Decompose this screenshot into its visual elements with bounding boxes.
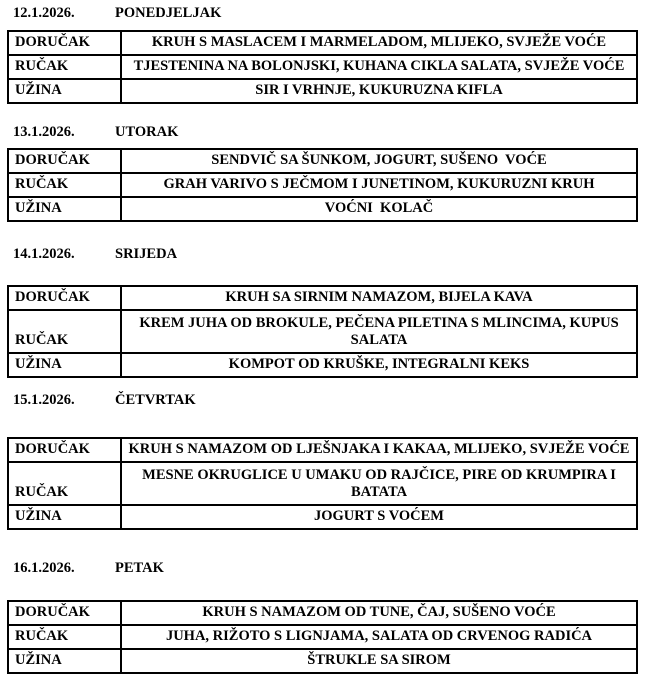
meal-value-cell: SENDVIČ SA ŠUNKOM, JOGURT, SUŠENO VOĆE bbox=[121, 149, 637, 173]
day-name: PETAK bbox=[115, 560, 164, 576]
meal-label-cell: DORUČAK bbox=[8, 601, 121, 625]
meal-row-snack bbox=[8, 79, 637, 103]
meal-row-snack bbox=[8, 197, 637, 221]
meal-row-lunch bbox=[8, 462, 637, 505]
meal-value-cell: GRAH VARIVO S JEČMOM I JUNETINOM, KUKURUZNI KRUH bbox=[121, 173, 637, 197]
day-date: 16.1.2026. bbox=[13, 560, 75, 576]
menu-table bbox=[7, 148, 638, 222]
meal-value-cell: SIR I VRHNJE, KUKURUZNA KIFLA bbox=[121, 79, 637, 103]
meal-value-cell: KREM JUHA OD BROKULE, PEČENA PILETINA S MLINCIMA, KUPUS SALATA bbox=[121, 310, 637, 353]
meal-label-cell: RUČAK bbox=[8, 625, 121, 649]
day-heading bbox=[7, 247, 638, 262]
meal-row-breakfast bbox=[8, 601, 637, 625]
menu-day-section-friday bbox=[7, 561, 638, 674]
meal-value-cell: ŠTRUKLE SA SIROM bbox=[121, 649, 637, 673]
day-name: PONEDJELJAK bbox=[115, 5, 222, 21]
day-heading bbox=[7, 561, 638, 576]
meal-row-breakfast bbox=[8, 438, 637, 462]
meal-value-cell: JUHA, RIŽOTO S LIGNJAMA, SALATA OD CRVENOG RADIĆA bbox=[121, 625, 637, 649]
day-date: 15.1.2026. bbox=[13, 392, 75, 408]
menu-day-section-monday bbox=[7, 6, 638, 104]
menu-table bbox=[7, 30, 638, 104]
meal-row-breakfast bbox=[8, 149, 637, 173]
meal-label-cell: DORUČAK bbox=[8, 438, 121, 462]
menu-day-section-thursday bbox=[7, 393, 638, 530]
meal-row-lunch bbox=[8, 310, 637, 353]
day-date: 14.1.2026. bbox=[13, 246, 75, 262]
menu-day-section-wednesday bbox=[7, 247, 638, 378]
day-name: ČETVRTAK bbox=[115, 392, 196, 408]
meal-label-cell: UŽINA bbox=[8, 353, 121, 377]
meal-label-cell: DORUČAK bbox=[8, 286, 121, 310]
meal-row-lunch bbox=[8, 55, 637, 79]
meal-label-cell: RUČAK bbox=[8, 55, 121, 79]
day-name: SRIJEDA bbox=[115, 246, 178, 262]
meal-label-cell: DORUČAK bbox=[8, 31, 121, 55]
meal-row-snack bbox=[8, 649, 637, 673]
meal-row-lunch bbox=[8, 173, 637, 197]
meal-label-cell: UŽINA bbox=[8, 505, 121, 529]
meal-row-snack bbox=[8, 353, 637, 377]
meal-value-cell: KRUH S NAMAZOM OD TUNE, ČAJ, SUŠENO VOĆE bbox=[121, 601, 637, 625]
meal-label-cell: RUČAK bbox=[8, 173, 121, 197]
meal-label-cell: UŽINA bbox=[8, 649, 121, 673]
day-heading bbox=[7, 6, 638, 21]
meal-label-cell: RUČAK bbox=[8, 462, 121, 505]
day-heading bbox=[7, 125, 638, 140]
meal-row-lunch bbox=[8, 625, 637, 649]
day-heading bbox=[7, 393, 638, 408]
meal-value-cell: TJESTENINA NA BOLONJSKI, KUHANA CIKLA SALATA, SVJEŽE VOĆE bbox=[121, 55, 637, 79]
meal-row-snack bbox=[8, 505, 637, 529]
day-name: UTORAK bbox=[115, 124, 179, 140]
meal-label-cell: UŽINA bbox=[8, 79, 121, 103]
menu-table bbox=[7, 285, 638, 378]
day-date: 12.1.2026. bbox=[13, 5, 75, 21]
meal-row-breakfast bbox=[8, 286, 637, 310]
meal-value-cell: KRUH SA SIRNIM NAMAZOM, BIJELA KAVA bbox=[121, 286, 637, 310]
day-date: 13.1.2026. bbox=[13, 124, 75, 140]
meal-row-breakfast bbox=[8, 31, 637, 55]
weekly-menu-document bbox=[0, 6, 646, 674]
meal-value-cell: KRUH S MASLACEM I MARMELADOM, MLIJEKO, SVJEŽE VOĆE bbox=[121, 31, 637, 55]
menu-day-section-tuesday bbox=[7, 125, 638, 222]
meal-value-cell: KRUH S NAMAZOM OD LJEŠNJAKA I KAKAA, MLIJEKO, SVJEŽE VOĆE bbox=[121, 438, 637, 462]
menu-table bbox=[7, 600, 638, 674]
meal-value-cell: MESNE OKRUGLICE U UMAKU OD RAJČICE, PIRE OD KRUMPIRA I BATATA bbox=[121, 462, 637, 505]
meal-label-cell: DORUČAK bbox=[8, 149, 121, 173]
meal-value-cell: VOĆNI KOLAČ bbox=[121, 197, 637, 221]
meal-value-cell: KOMPOT OD KRUŠKE, INTEGRALNI KEKS bbox=[121, 353, 637, 377]
meal-label-cell: UŽINA bbox=[8, 197, 121, 221]
meal-value-cell: JOGURT S VOĆEM bbox=[121, 505, 637, 529]
menu-table bbox=[7, 437, 638, 530]
meal-label-cell: RUČAK bbox=[8, 310, 121, 353]
